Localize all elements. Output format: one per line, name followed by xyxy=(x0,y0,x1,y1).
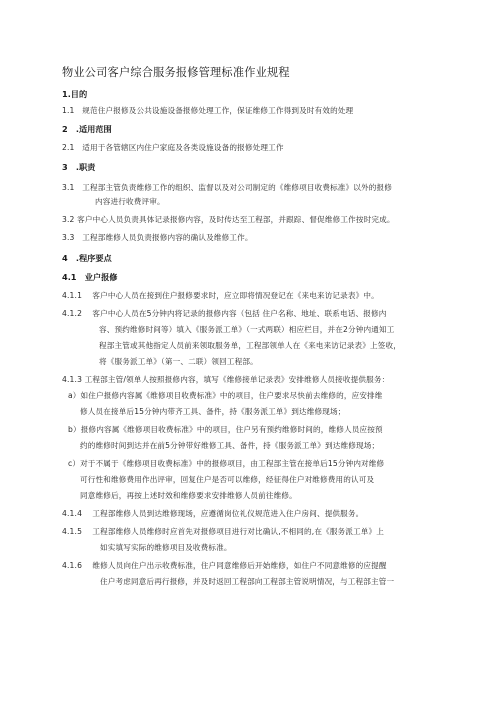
paragraph: 3.2 客户中心人员负责具体记录报修内容，及时传达至工程部，并跟踪、督促维修工作按时完成。 xyxy=(62,215,395,224)
list-item: c）对于不属于《维修项目收费标准》中的报修项目，由工程部主管在接单后15分钟内对维修 xyxy=(68,459,385,468)
list-item-continued: 约的维修时间到达并在前5分钟带好维修工具、备件，持《服务派工单》到达维修现场； xyxy=(80,441,380,450)
paragraph-continued: 将《服务派工单》（第一、二联）领回工程部。 xyxy=(99,357,258,366)
paragraph: 1.1 规范住户报修及公共设施设备报修处理工作，保证维修工作得到及时有效的处理 xyxy=(62,106,354,115)
section-heading: 4 .程序要点 xyxy=(62,253,112,263)
paragraph-continued: 住户考虑同意后再行报修，并及时返回工程部向工程部主管说明情况，与工程部主管一 xyxy=(100,577,395,586)
list-item-continued: 可行性和维修费用作出评审，回复住户是否可以维修，经征得住户对维修费用的认可及 xyxy=(80,475,375,484)
paragraph: 3.3 工程部维修人员负责报修内容的确认及维修工作。 xyxy=(62,233,253,242)
paragraph: 2.1 适用于各管辖区内住户家庭及各类设施设备的报修处理工作 xyxy=(62,143,284,152)
paragraph: 4.1.1 客户中心人员在接到住户报修要求时，应立即将情况登记在《来电来访记录表》中。 xyxy=(62,291,379,300)
section-heading: 1.目的 xyxy=(62,89,88,99)
page-title: 物业公司客户综合服务报修管理标准作业规程 xyxy=(62,66,290,79)
paragraph-continued: 如实填写实际的维修项目及收费标准。 xyxy=(100,543,232,552)
paragraph: 4.1.6 维修人员向住户出示收费标准，住户同意维修后开始维修，如住户不同意维修的应提醒 xyxy=(62,561,387,570)
paragraph-continued: 内容进行收费评审。 xyxy=(95,197,165,206)
list-item-continued: 修人员在接单后15分钟内带齐工具、备件，持《服务派工单》到达维修现场； xyxy=(80,407,346,416)
paragraph: 4.1.3 工程部主管/领单人按照报修内容，填写《维修接单记录表》安排维修人员接收提供服务： xyxy=(62,375,390,384)
paragraph: 4.1.4 工程部维修人员到达维修现场，应遵循岗位礼仪规范进入住户房间、提供服务。 xyxy=(62,509,364,518)
paragraph-continued: 程部主管或其他指定人员前来领取服务单，工程部领单人在《来电来访记录表》上签收， xyxy=(99,341,402,350)
list-item-continued: 同意维修后，再按上述时效和维修要求安排维修人员前往维修。 xyxy=(80,491,297,500)
section-heading: 3 .职责 xyxy=(62,162,96,172)
section-heading: 2 .适用范围 xyxy=(62,124,112,134)
paragraph: 3.1 工程部主管负责维修工作的组织、监督以及对公司制定的《维修项目收费标准》以外的报修 xyxy=(62,183,393,192)
list-item: a）如住户报修内容属《维修项目收费标准》中的项目，住户要求尽快前去维修的，应安排维 xyxy=(68,391,383,400)
paragraph-continued: 容、预约维修时间等）填入《服务派工单》（一式两联）相应栏目，并在2分钟内通知工 xyxy=(99,325,395,334)
list-item: b）报修内容属《维修项目收费标准》中的项目，住户另有预约维修时间的，维修人员应按预 xyxy=(68,425,383,434)
subsection-heading: 4.1 业户报修 xyxy=(62,272,118,282)
paragraph: 4.1.2 客户中心人员在5分钟内将记录的报修内容（包括 住户名称、地址、联系电话、报修内 xyxy=(62,309,387,318)
paragraph: 4.1.5 工程部维修人员维修时应首先对报修项目进行对比确认,不相同的,在《服务派工单》上 xyxy=(62,527,385,536)
